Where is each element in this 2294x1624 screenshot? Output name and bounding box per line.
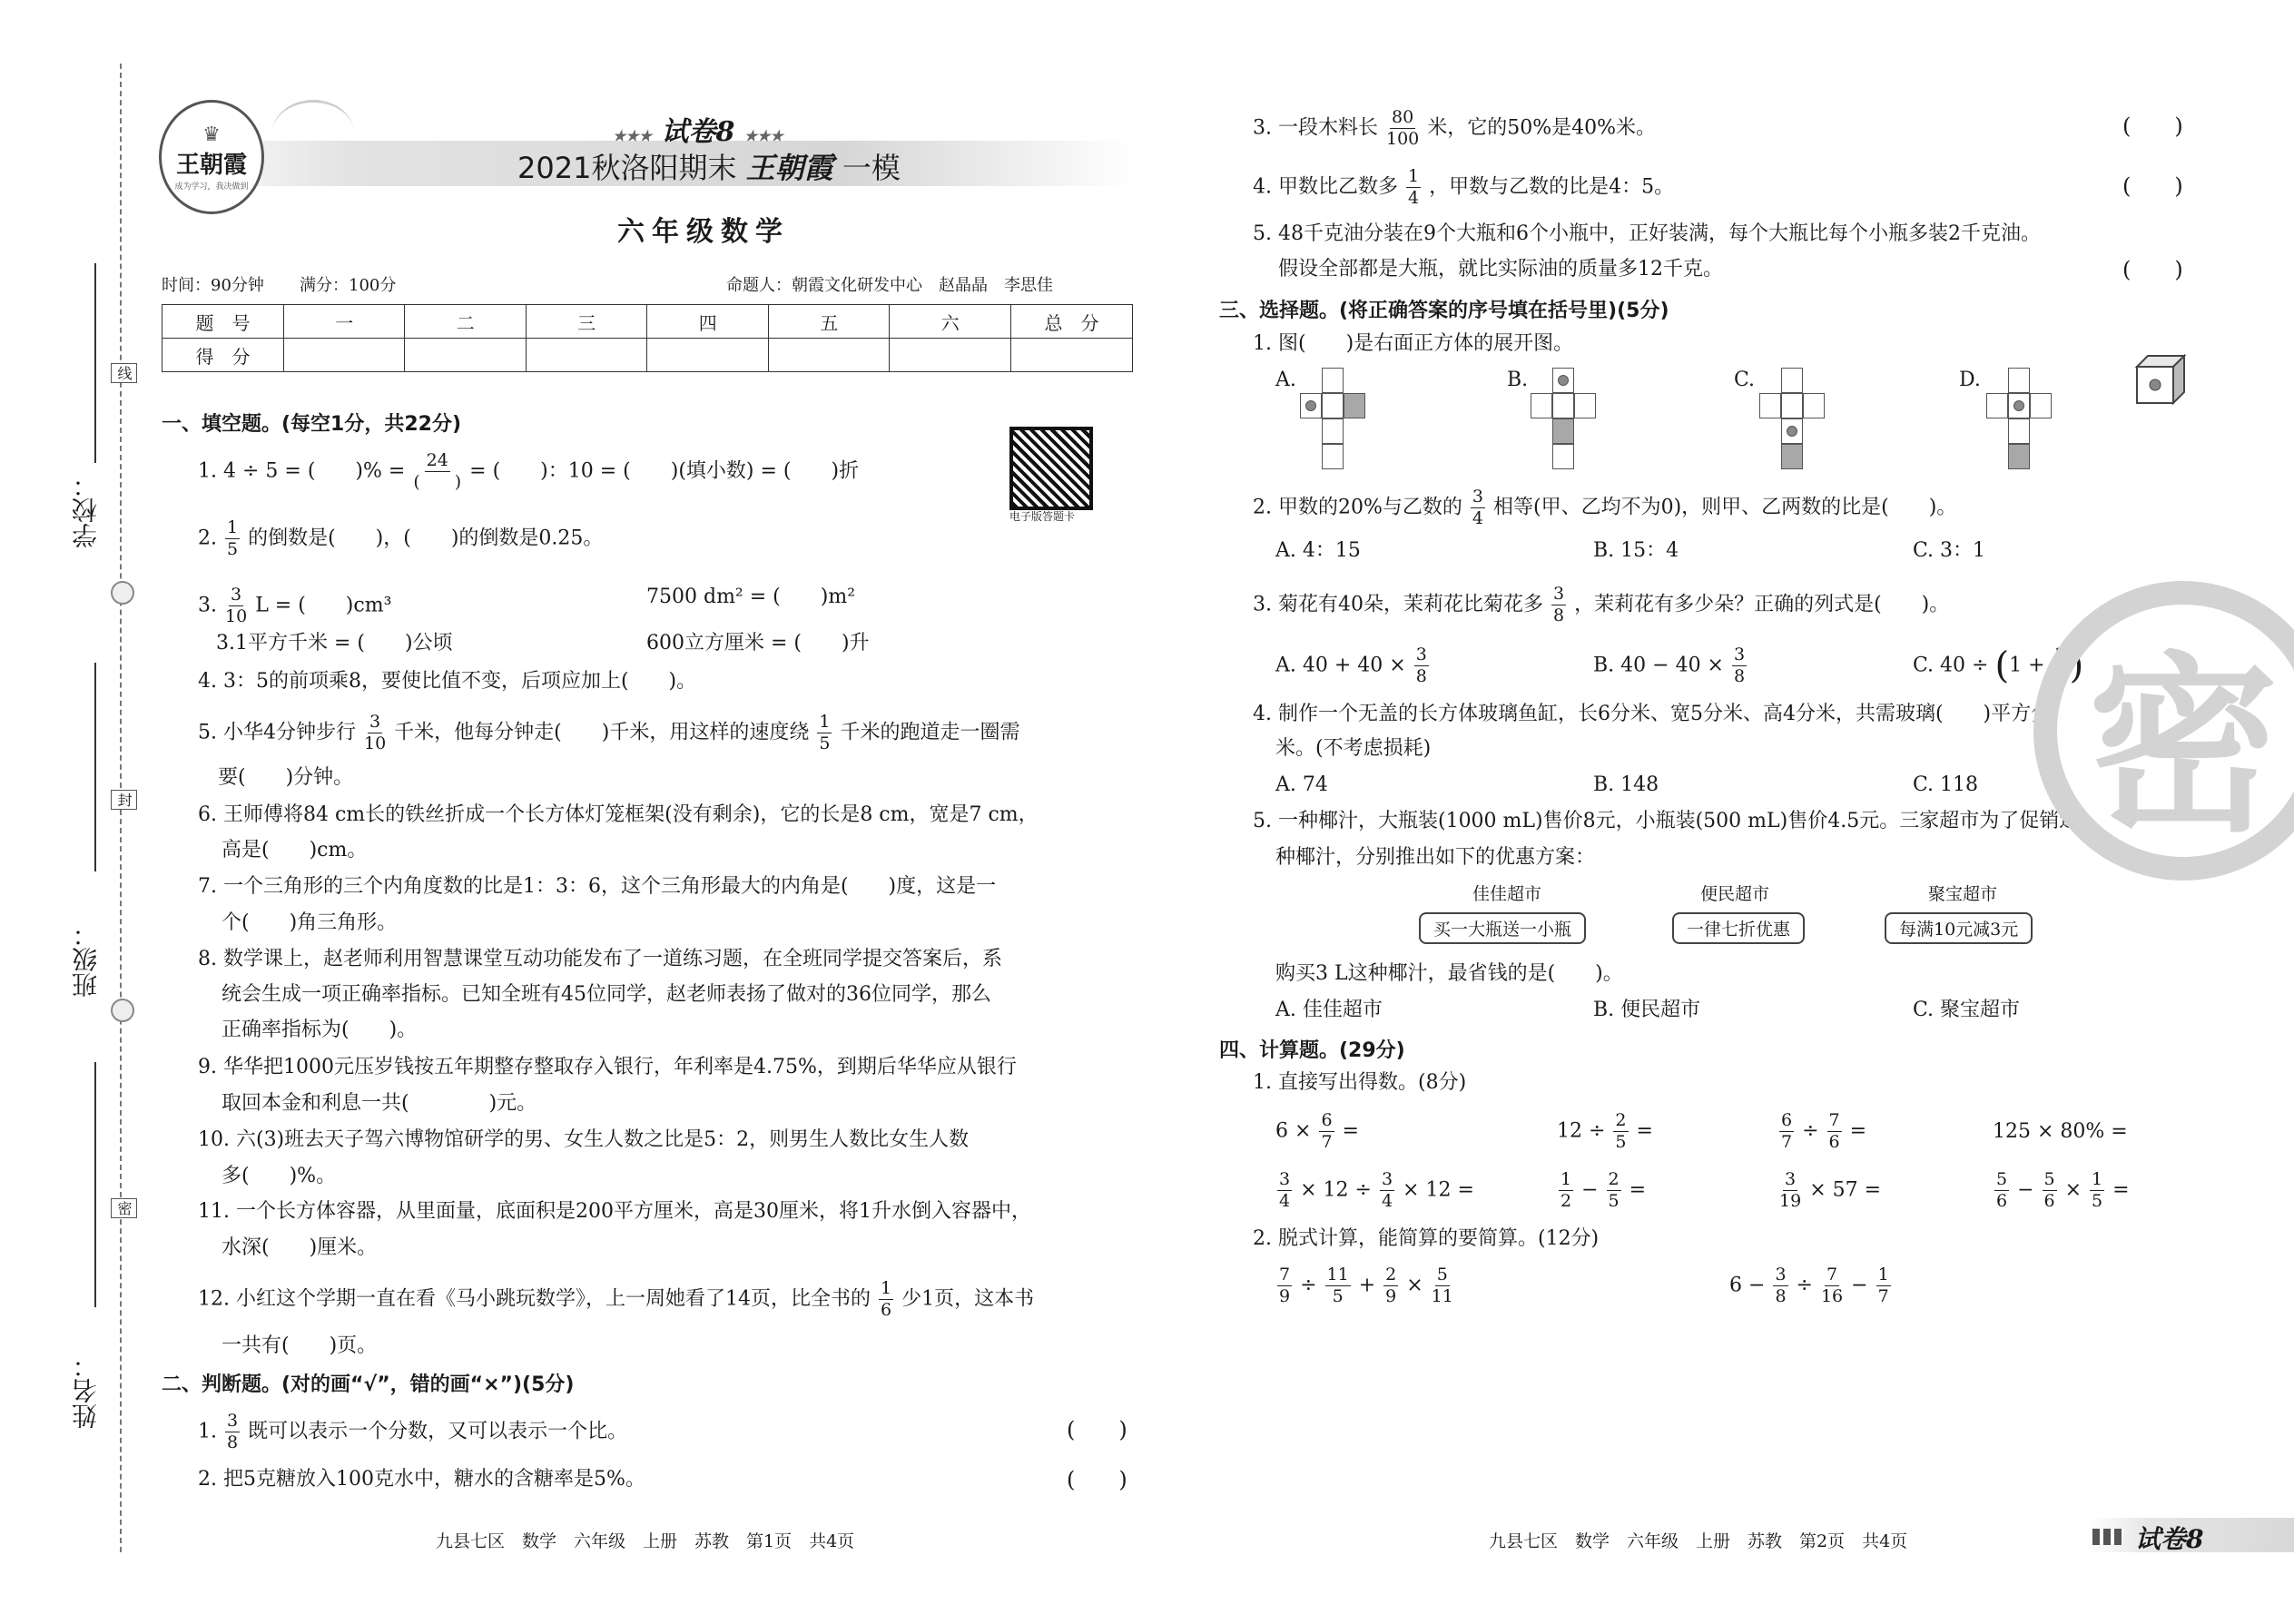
fraction-den: 100: [1385, 129, 1420, 149]
fraction: [1406, 168, 1421, 207]
logo: [159, 100, 264, 214]
calc-1-3: $\frac{6}{7}$ ÷ $\frac{7}{6}$ =: [1781, 1110, 1867, 1152]
s1-q2: [198, 519, 603, 558]
fraction-den: 10: [225, 606, 248, 626]
s1-q2-pre: 2.: [198, 527, 217, 550]
footer-left: 九县七区 数学 六年级 上册 苏教 第1页 共4页: [436, 1531, 855, 1551]
score-table: [162, 304, 1133, 372]
ornament-icon: [111, 999, 134, 1022]
s1-q2-post: 的倒数是( )，( )的倒数是0.25。: [248, 527, 604, 550]
s2-q3: [1253, 109, 1656, 148]
s3-q4-b: 米。(不考虑损耗): [1275, 737, 1432, 760]
s1-q6-b: 高是( )cm。: [222, 839, 368, 861]
score-cell[interactable]: [405, 339, 527, 372]
fraction: [1613, 1112, 1628, 1151]
seal-watermark: [2033, 581, 2294, 881]
s1-q1-post: = ( )：10 = ( )(填小数) = ( )折: [469, 459, 860, 483]
calc-text: × 12 ÷: [1300, 1178, 1372, 1202]
footer-right: 九县七区 数学 六年级 上册 苏教 第2页 共4页: [1489, 1531, 1908, 1551]
exam-badge: [613, 109, 783, 149]
fraction-den: 8: [227, 1432, 239, 1452]
fraction-num: 3: [231, 585, 242, 605]
fraction: [1779, 1112, 1794, 1151]
fraction-den: 5: [227, 539, 239, 559]
fraction: [1821, 1266, 1843, 1305]
fraction-num: 7: [1279, 1265, 1291, 1284]
score-header-cell: 六: [890, 305, 1011, 339]
s3-q5-opt-c[interactable]: C. 聚宝超市: [1913, 999, 2021, 1021]
qr-code-icon[interactable]: [1009, 427, 1093, 510]
calc-2-3: [1777, 1171, 1881, 1210]
fraction-den: 8: [1775, 1286, 1787, 1306]
calc-text: 6 ×: [1275, 1119, 1312, 1143]
fraction-den: 8: [1415, 666, 1427, 686]
s1-q3-c: 3.1平方千米 = ( )公顷: [216, 632, 453, 655]
fraction-den: 16: [1820, 1286, 1844, 1306]
fraction: [1386, 109, 1419, 148]
s1-q10-b: 多( )%。: [222, 1165, 337, 1187]
s3-q2-opt-c[interactable]: C. 3：1: [1913, 539, 1986, 562]
calc-eq: =: [1849, 1119, 1867, 1143]
fraction-num: 3: [1775, 1265, 1787, 1284]
fraction-num: 3: [227, 1411, 239, 1431]
fraction-den: 4: [1279, 1191, 1291, 1211]
store-jubao-offer: 每满10元减3元: [1885, 912, 2033, 944]
s1-q12-a: 12. 小红这个学期一直在看《马小跳玩数学》，上一周她看了14页，比全书的: [198, 1287, 871, 1311]
s3-q1-opt-d[interactable]: D.: [1959, 369, 1981, 391]
calc-1-1: [1275, 1112, 1359, 1151]
fraction: [2043, 1171, 2057, 1210]
fraction-den: 6: [880, 1300, 892, 1320]
calc-eq: =: [1342, 1119, 1359, 1143]
fraction-num: 6: [1781, 1110, 1793, 1130]
logo-slogan: 成为学习，我决做到: [174, 182, 249, 192]
fraction: [1773, 1266, 1787, 1305]
fraction: [1559, 1171, 1573, 1210]
s3-q5-b: 种椰汁，分别推出如下的优惠方案：: [1275, 846, 1596, 869]
s2-q1-pre: 1.: [198, 1420, 217, 1443]
fraction: [1876, 1266, 1891, 1305]
s2-q1-post: 既可以表示一个分数，又可以表示一个比。: [248, 1420, 628, 1443]
store-jiajia-offer: 买一大瓶送一小瓶: [1419, 912, 1586, 944]
binding-margin: [0, 64, 136, 1561]
fraction-den: 5: [1608, 1191, 1620, 1211]
section4-title: 四、计算题。(29分): [1219, 1039, 1405, 1062]
footer-squares-icon: [2092, 1529, 2123, 1545]
s3-q3-opt-c-mid: 1 +: [2009, 654, 2045, 677]
s1-q8-b: 统会生成一项正确率指标。已知全班有45位同学，赵老师表扬了做对的36位同学，那么: [222, 983, 991, 1006]
s3-q5-opt-b[interactable]: B. 便民超市: [1593, 999, 1701, 1021]
s1-q11-a: 11. 一个长方体容器，从里面量，底面积是200平方厘米，高是30厘米，将1升水倒入容器中，: [198, 1200, 1031, 1223]
class-line[interactable]: [94, 663, 96, 871]
name-line[interactable]: [94, 1062, 96, 1307]
fraction: [2090, 1171, 2104, 1210]
fraction-den: 8: [1552, 605, 1565, 625]
fraction-num: 3: [2054, 645, 2066, 664]
fraction-den: 7: [1781, 1132, 1793, 1152]
score-table-row: [162, 339, 1133, 372]
exam-authors: 命题人：朝霞文化研发中心 赵晶晶 李思佳: [726, 276, 1053, 295]
fraction: [1319, 1112, 1334, 1151]
s3-q3-opt-c-pre: C. 40 ÷: [1913, 654, 1989, 677]
s1-q8-c: 正确率指标为( )。: [222, 1019, 418, 1041]
calc-eq: =: [1636, 1119, 1653, 1143]
s3-q2-opt-b[interactable]: B. 15：4: [1593, 539, 1679, 562]
fraction-num: 5: [1996, 1169, 2008, 1189]
logo-crown-icon: ♛: [202, 123, 221, 146]
store-jubao-name: 聚宝超市: [1928, 884, 1998, 904]
exam-title-post: 一模: [842, 151, 901, 185]
badge-title: 试卷8: [661, 116, 735, 148]
s1-q6-a: 6. 王师傅将84 cm长的铁丝折成一个长方体灯笼框架(没有剩余)，它的长是8 cm，宽是7 cm，: [198, 803, 1039, 826]
s1-q11-b: 水深( )厘米。: [222, 1236, 378, 1259]
s2-q5-a: 5. 48千克油分装在9个大瓶和6个小瓶中，正好装满，每个大瓶比每个小瓶多装2千克油。: [1253, 222, 2041, 245]
s1-q10-a: 10. 六(3)班去天子驾六博物馆研学的男、女生人数之比是5：2，则男生人数比女生人数: [198, 1128, 970, 1151]
fraction-num: 24: [426, 450, 448, 470]
fraction: [1277, 1171, 1292, 1210]
s1-q4: 4. 3：5的前项乘8，要使比值不变，后项应加上( )。: [198, 670, 697, 693]
s3-q4-a: 4. 制作一个无盖的长方体玻璃鱼缸，长6分米、宽5分米、高4分米，共需玻璃( )平方分: [1253, 703, 2052, 725]
exam-full-score: 满分：100分: [300, 276, 397, 295]
s3-q5-c: 购买3 L这种椰汁，最省钱的是( )。: [1275, 962, 1623, 985]
s3-q3: [1253, 586, 1949, 625]
s1-q12-c: 一共有( )页。: [222, 1334, 378, 1357]
calc-text: × 12 =: [1403, 1178, 1474, 1202]
fraction-den: 6: [2043, 1191, 2055, 1211]
fraction: [1994, 1171, 2009, 1210]
fraction-den: 19: [1779, 1191, 1802, 1211]
s2-q5-answer[interactable]: ( ): [2122, 257, 2183, 282]
s1-q3-b: 7500 dm² = ( )m²: [646, 586, 856, 608]
s1-q5: [198, 714, 1019, 753]
score-cell[interactable]: [1010, 339, 1132, 372]
class-label: 班级：: [71, 921, 101, 998]
fraction-num: 1: [1877, 1265, 1889, 1284]
fraction: [1277, 1266, 1292, 1305]
score-header-cell: 题 号: [162, 305, 284, 339]
footer-badge: 试卷8: [2135, 1524, 2204, 1554]
s3-q3-post: ，茉莉花有多少朵？正确的列式是( )。: [1574, 593, 1950, 616]
fraction-num: 7: [1826, 1265, 1838, 1284]
store-bianmin-name: 便民超市: [1700, 884, 1770, 904]
s1-q9-b: 取回本金和利息一共( )元。: [222, 1092, 537, 1115]
fraction-den: 6: [1828, 1132, 1840, 1152]
score-table-header-row: [162, 305, 1133, 339]
s3-q3-opt-a-text: A. 40 + 40 ×: [1275, 654, 1406, 677]
score-cell[interactable]: [768, 339, 890, 372]
s3-q3-opt-b[interactable]: [1593, 646, 1748, 685]
fraction-den: 4: [1407, 188, 1420, 208]
store-bianmin-offer: 一律七折优惠: [1672, 912, 1805, 944]
section2-title: 二、判断题。(对的画“√”，错的画“×”)(5分): [162, 1373, 575, 1396]
name-label: 姓名：: [71, 1353, 101, 1429]
ornament-icon: [111, 581, 134, 605]
calc-text: × 57 =: [1809, 1178, 1882, 1202]
exam-title: [517, 145, 901, 187]
s2-q2-answer[interactable]: ( ): [1067, 1467, 1127, 1492]
fraction-den: 4: [1381, 1191, 1393, 1211]
s1-q5-a: 5. 小华4分钟步行: [198, 721, 356, 744]
star-icons: ★★★: [743, 127, 783, 144]
calc-2-2: $\frac{1}{2}$ − $\frac{2}{5}$ =: [1561, 1169, 1647, 1211]
fraction-num: 1: [1407, 166, 1420, 186]
fraction-den: 6: [1996, 1191, 2008, 1211]
fraction-num: 5: [2043, 1169, 2055, 1189]
score-cell[interactable]: [526, 339, 647, 372]
fraction-den: 5: [819, 733, 831, 753]
s3-q2-post: 相等(甲、乙均不为0)，则甲、乙两数的比是( )。: [1492, 496, 1957, 519]
fraction-den: 5: [1332, 1286, 1344, 1306]
section3-title: 三、选择题。(将正确答案的序号填在括号里)(5分): [1219, 300, 1669, 322]
s1-q9-a: 9. 华华把1000元压岁钱按五年期整存整取存入银行，年利率是4.75%，到期后华华应从银行: [198, 1056, 1017, 1078]
s1-q7-a: 7. 一个三角形的三个内角度数的比是1：3：6，这个三角形最大的内角是( )度，这是一: [198, 875, 997, 898]
calc-2-4: $\frac{5}{6}$ − $\frac{5}{6}$ × $\frac{1}{5}$ =: [1996, 1169, 2130, 1211]
fraction: [1383, 1266, 1398, 1305]
score-header-cell: 五: [768, 305, 890, 339]
fraction: [1471, 488, 1485, 527]
fraction-den: 8: [2054, 666, 2066, 686]
calc-text: 6 −: [1729, 1274, 1766, 1297]
s2-q4-answer[interactable]: ( ): [2122, 173, 2183, 199]
school-line[interactable]: [94, 263, 96, 463]
fraction: [1827, 1112, 1842, 1151]
score-cell[interactable]: [283, 339, 405, 372]
s2-q3-answer[interactable]: ( ): [2122, 113, 2183, 139]
fraction: [225, 1412, 240, 1452]
fraction: [364, 714, 386, 753]
fraction-num: 3: [369, 712, 381, 732]
school-label: 学校：: [71, 472, 101, 548]
exam-time: 时间：90分钟: [162, 276, 264, 295]
fraction: [1607, 1171, 1621, 1210]
store-jiajia-name: 佳佳超市: [1472, 884, 1542, 904]
s1-q5-c: 千米的跑道走一圈需: [840, 721, 1020, 744]
score-cell[interactable]: [890, 339, 1011, 372]
calc-text: 12 ÷: [1557, 1119, 1606, 1143]
fraction-den: 9: [1385, 1286, 1397, 1306]
s3-q1-opt-a[interactable]: A.: [1275, 369, 1296, 391]
s1-q3-pre: 3.: [198, 594, 217, 617]
dense-tag: 密: [111, 1198, 137, 1218]
fraction-num: 3: [1381, 1169, 1393, 1189]
s2-q3-post: 米，它的50%是40%米。: [1427, 116, 1657, 140]
fraction-den: 5: [1615, 1132, 1627, 1152]
s3-q4-opt-b[interactable]: B. 148: [1593, 773, 1659, 796]
fraction-num: 2: [1615, 1110, 1627, 1130]
section1-title: 一、填空题。(每空1分，共22分): [162, 413, 462, 436]
s4-q2: 2. 脱式计算，能简算的要简算。(12分): [1253, 1227, 1600, 1250]
s1-q12: [198, 1280, 1034, 1319]
s2-q4-pre: 4. 甲数比乙数多: [1253, 175, 1398, 199]
ribbon-decoration: [272, 100, 354, 166]
fraction-den: 2: [1561, 1191, 1572, 1211]
s3-q1-opt-c[interactable]: C.: [1734, 369, 1756, 391]
fraction-num: 2: [1385, 1265, 1397, 1284]
fraction-den: 8: [1734, 666, 1746, 686]
fraction-den: 5: [2092, 1191, 2103, 1211]
s1-q3-a: [198, 586, 391, 625]
fraction-num: 3: [1415, 645, 1427, 664]
fraction-num: 6: [1321, 1110, 1333, 1130]
fraction-num: 7: [1828, 1110, 1840, 1130]
score-cell[interactable]: [647, 339, 769, 372]
fraction-num: 3: [1734, 645, 1746, 664]
s3-q1: 1. 图( )是右面正方体的展开图。: [1253, 332, 1574, 355]
seal-watermark-text: 密: [2087, 635, 2279, 858]
fraction-den: 7: [1877, 1286, 1889, 1306]
s4-q1: 1. 直接写出得数。(8分): [1253, 1071, 1467, 1094]
fraction-num: 2: [1608, 1169, 1620, 1189]
s2-q1: [198, 1412, 627, 1452]
s3-q3-opt-b-text: B. 40 − 40 ×: [1593, 654, 1724, 677]
fraction: [225, 519, 240, 558]
fraction-num: 3: [1472, 487, 1483, 507]
score-header-cell: 二: [405, 305, 527, 339]
s1-q3-a-text: L = ( )cm³: [255, 594, 392, 617]
score-header-cell: 一: [283, 305, 405, 339]
calc-3-1: $\frac{7}{9}$ ÷ $\frac{11}{5}$ + $\frac{2}{9}$ × $\frac{5}{11}$: [1279, 1265, 1453, 1306]
qr-caption: 电子版答题卡: [1009, 510, 1076, 523]
fraction-num: 3: [1785, 1169, 1797, 1189]
s3-q4-opt-a[interactable]: A. 74: [1275, 773, 1328, 796]
fraction-den: 11: [1431, 1286, 1453, 1306]
fraction: [1414, 646, 1429, 685]
seal-tag: 封: [111, 790, 137, 810]
fraction: [879, 1280, 893, 1319]
score-row-label: 得 分: [162, 339, 284, 372]
score-header-cell: 四: [647, 305, 769, 339]
calc-eq: =: [1629, 1178, 1647, 1202]
s3-q5-opt-a[interactable]: A. 佳佳超市: [1275, 999, 1383, 1021]
calc-3-2: 6 − $\frac{3}{8}$ ÷ $\frac{7}{16}$ − $\frac{1}{7}$: [1729, 1265, 1889, 1306]
fraction-num: 1: [880, 1278, 892, 1298]
score-header-cell: 三: [526, 305, 647, 339]
s3-q2-pre: 2. 甲数的20%与乙数的: [1253, 496, 1462, 519]
s1-q12-b: 少1页，这本书: [901, 1287, 1035, 1311]
s2-q1-answer[interactable]: ( ): [1067, 1417, 1127, 1442]
fraction: [413, 452, 461, 491]
cube-icon: [2133, 352, 2188, 407]
subject-title: 六年级数学: [617, 216, 790, 248]
s1-q8-a: 8. 数学课上，赵老师利用智慧课堂互动功能发布了一道练习题，在全班同学提交答案后，系: [198, 948, 1002, 970]
fraction-num: 3: [1552, 584, 1565, 604]
s3-q2: [1253, 488, 1956, 527]
s1-q1: [198, 452, 859, 491]
exam-title-pre: 2021秋洛阳期末: [517, 151, 737, 185]
score-header-cell: 总 分: [1010, 305, 1132, 339]
s3-q4-opt-c[interactable]: C. 118: [1913, 773, 1979, 796]
fraction-num: 3: [1279, 1169, 1291, 1189]
s3-q3-pre: 3. 菊花有40朵，茉莉花比菊花多: [1253, 593, 1543, 616]
s2-q2: 2. 把5克糖放入100克水中，糖水的含糖率是5%。: [198, 1468, 645, 1491]
line-tag: 线: [111, 363, 137, 383]
star-icons: ★★★: [613, 127, 653, 144]
s3-q5-a: 5. 一种椰汁，大瓶装(1000 mL)售价8元，小瓶装(500 mL)售价4.5元。三家超市为了促销这: [1253, 810, 2080, 832]
paren-left: (: [1994, 645, 2010, 687]
s3-q1-opt-b[interactable]: B.: [1507, 369, 1529, 391]
fraction: [1551, 586, 1566, 625]
fraction: [225, 586, 247, 625]
fraction-num: 80: [1392, 107, 1414, 127]
s1-q1-pre: 1. 4 ÷ 5 = ( )% =: [198, 459, 406, 483]
calc-2-1: [1275, 1171, 1474, 1210]
fraction: [1432, 1266, 1453, 1305]
logo-text: 王朝霞: [175, 151, 247, 179]
s2-q4-post: ，甲数与乙数的比是4：5。: [1429, 175, 1675, 199]
s1-q5-b: 千米，他每分钟走( )千米，用这样的速度绕: [394, 721, 810, 744]
s3-q2-opt-a[interactable]: A. 4：15: [1275, 539, 1361, 562]
calc-1-4: 125 × 80% =: [1993, 1120, 2128, 1143]
fraction-num: 1: [819, 712, 831, 732]
fraction-den: ( ): [413, 472, 462, 492]
fraction-num: 1: [2092, 1169, 2103, 1189]
s1-q3-d: 600立方厘米 = ( )升: [646, 632, 870, 655]
paren-right: ): [2069, 645, 2084, 687]
fraction-den: 10: [363, 733, 387, 753]
s1-q5-d: 要( )分钟。: [218, 766, 354, 789]
s2-q3-pre: 3. 一段木料长: [1253, 116, 1378, 140]
s3-q3-opt-a[interactable]: [1275, 646, 1431, 685]
fraction-den: 4: [1472, 508, 1483, 528]
fraction: [1325, 1266, 1351, 1305]
fraction-num: 1: [227, 517, 239, 537]
fraction-num: 11: [1326, 1265, 1349, 1284]
fraction: [1380, 1171, 1394, 1210]
fraction-den: 7: [1321, 1132, 1333, 1152]
calc-eq: =: [2112, 1178, 2130, 1202]
fraction: [817, 714, 832, 753]
calc-1-2: [1557, 1112, 1653, 1151]
exam-title-brand: 王朝霞: [745, 151, 833, 185]
fraction-num: 1: [1561, 1169, 1572, 1189]
s1-q7-b: 个( )角三角形。: [222, 911, 398, 934]
fraction: [1732, 646, 1747, 685]
fraction-num: 5: [1436, 1265, 1448, 1284]
s2-q4: [1253, 168, 1674, 207]
fraction-den: 9: [1279, 1286, 1291, 1306]
fraction: [1779, 1171, 1801, 1210]
s2-q5-b: 假设全部都是大瓶，就比实际油的质量多12千克。: [1278, 258, 1723, 281]
